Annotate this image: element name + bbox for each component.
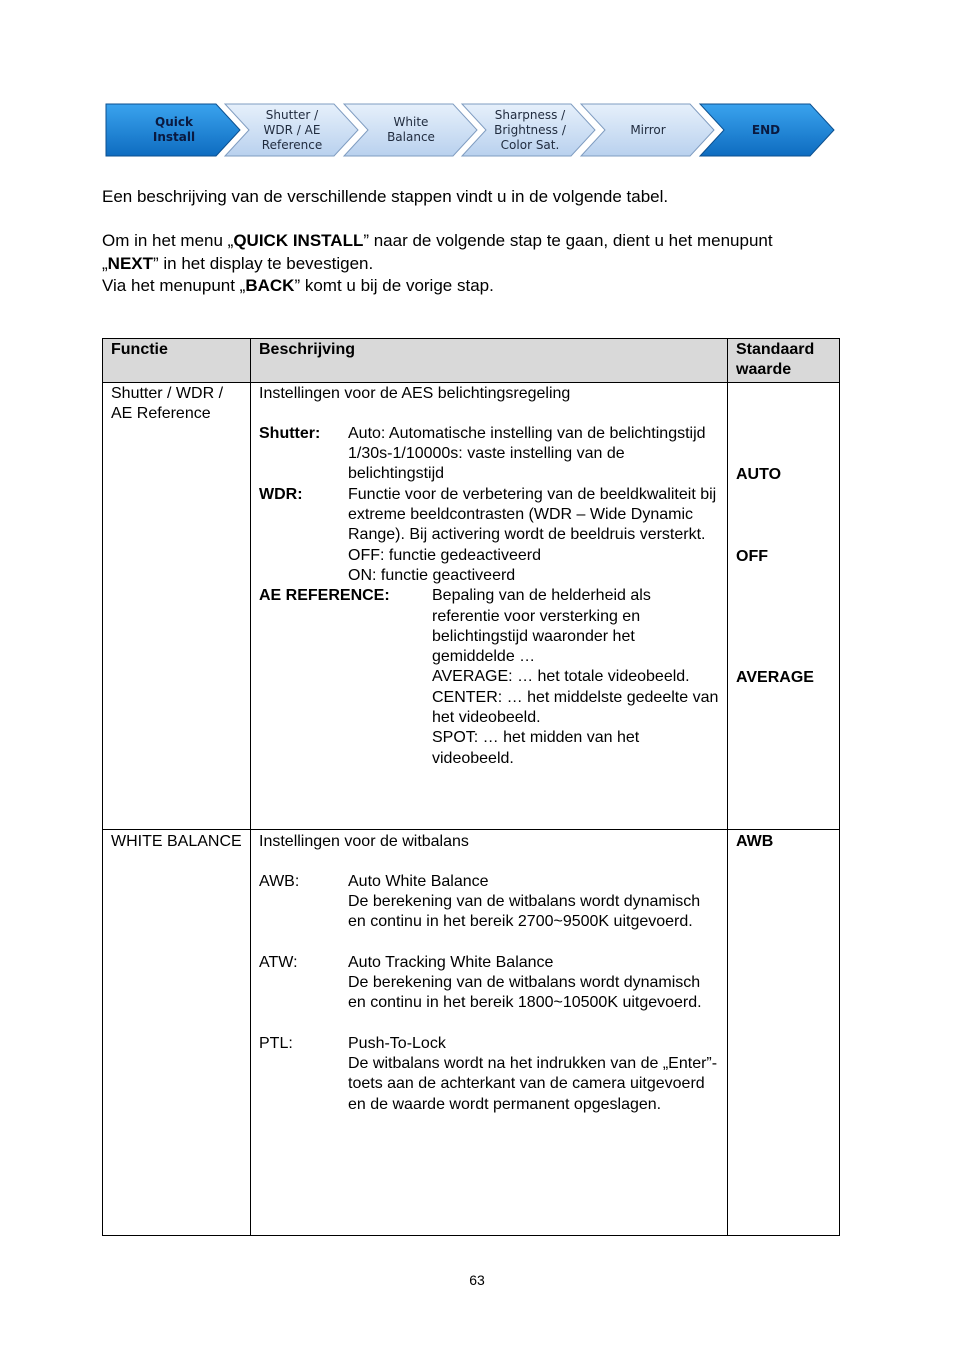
cell-beschrijving-white-balance bbox=[251, 829, 728, 1235]
cell-functie-shutter: Shutter / WDR / AE Reference bbox=[103, 382, 251, 829]
step-label-end: END bbox=[751, 122, 781, 137]
instruction-line-2: „NEXT” in het display te bevestigen. bbox=[102, 253, 374, 273]
table-header-row bbox=[103, 339, 840, 383]
header-beschrijving: Beschrijving bbox=[251, 339, 728, 383]
step-label-sharpness: Sharpness / Brightness / Color Sat. bbox=[494, 107, 566, 152]
step-label-white-balance: White Balance bbox=[387, 115, 435, 144]
step-label-mirror: Mirror bbox=[630, 122, 666, 137]
cell-standaard-shutter bbox=[728, 382, 840, 829]
ptl-setting: PTL: Push-To-Lock De witbalans wordt na het indrukken van de „Enter”-toets aan de achterkant van de camera uitgevoerd en de waarde wordt permanent opgeslagen. bbox=[259, 1034, 718, 1113]
intro-paragraph: Een beschrijving van de verschillende stappen vindt u in de volgende tabel. bbox=[102, 187, 669, 206]
cell-beschrijving-shutter bbox=[251, 382, 728, 829]
table-row-shutter bbox=[103, 382, 840, 829]
std-awb: AWB bbox=[736, 832, 774, 850]
shutter-setting: Shutter: Auto: Automatische instelling van de belichtingstijd 1/30s-1/10000s: vaste instelling van de belichtingstijd bbox=[259, 424, 706, 483]
header-standaard: Standaard waarde bbox=[728, 339, 840, 383]
step-label-shutter: Shutter / WDR / AE Reference bbox=[261, 107, 323, 152]
instruction-line-3: Via het menupunt „BACK” komt u bij de vorige stap. bbox=[102, 276, 494, 295]
table-row-white-balance bbox=[103, 829, 840, 1235]
header-functie: Functie bbox=[103, 339, 251, 383]
awb-setting: AWB: Auto White Balance De berekening van de witbalans wordt dynamisch en continu in het bereik 2700~9500K uitgevoerd. bbox=[259, 872, 701, 931]
cell-functie-white-balance: WHITE BALANCE bbox=[103, 829, 251, 1235]
std-shutter: AUTO bbox=[736, 465, 782, 483]
atw-setting: ATW: Auto Tracking White Balance De berekening van de witbalans wordt dynamisch en continu in het bereik 1800~10500K uitgevoerd. bbox=[259, 953, 702, 1012]
settings-table bbox=[102, 338, 840, 1236]
instruction-paragraph bbox=[102, 230, 773, 298]
shutter-intro: Instellingen voor de AES belichtingsregeling bbox=[259, 384, 571, 402]
std-wdr: OFF bbox=[736, 547, 768, 565]
ae-reference-setting: AE REFERENCE: Bepaling van de helderheid als referentie voor versterking en belichtingstijd waaronder het gemiddelde … AVERAGE: … het totale videobeeld. CENTER: … het middelste gedeelte van het videobeeld. SPOT: … het midden van het videobeeld. bbox=[259, 587, 719, 767]
step-navigation bbox=[104, 100, 836, 160]
wdr-setting: WDR: Functie voor de verbetering van de beeldkwaliteit bij extreme beeldcontrasten (WDR – Wide Dynamic Range). Bij activering wordt de beeldruis versterkt. OFF: functie gedeactiveerd ON: functie geactiveerd bbox=[259, 485, 717, 584]
step-label-quick-install: Quick Install bbox=[152, 115, 196, 144]
std-ae: AVERAGE bbox=[736, 668, 814, 686]
cell-standaard-white-balance bbox=[728, 829, 840, 1235]
white-balance-intro: Instellingen voor de witbalans bbox=[259, 832, 469, 850]
instruction-line-1: Om in het menu „QUICK INSTALL” naar de volgende stap te gaan, dient u het menupunt bbox=[102, 231, 773, 250]
page-number: 63 bbox=[469, 1272, 485, 1288]
